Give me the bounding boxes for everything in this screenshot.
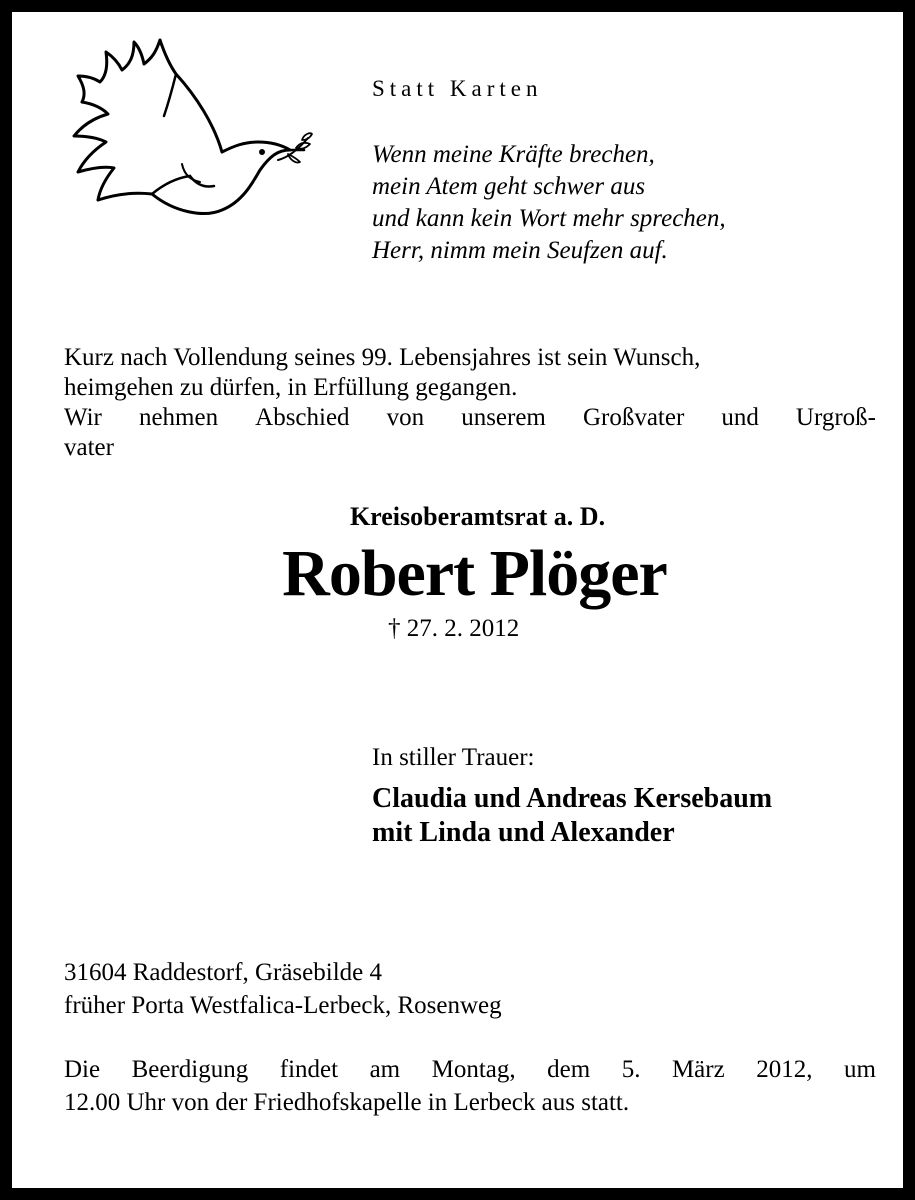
mourners-line: mit Linda und Alexander xyxy=(372,817,675,848)
word: Die xyxy=(64,1056,101,1083)
word: 5. xyxy=(621,1056,641,1083)
deceased-rank: Kreisoberamtsrat a. D. xyxy=(349,502,606,531)
address xyxy=(64,956,502,1022)
word: dem xyxy=(547,1056,591,1083)
word: Urgroß- xyxy=(795,404,876,431)
word: unserem xyxy=(461,404,546,431)
mourners-line: Claudia und Andreas Kersebaum xyxy=(372,783,773,814)
intro-line-justified xyxy=(64,403,876,433)
intro-paragraph xyxy=(64,343,876,463)
intro-line: Kurz nach Vollendung seines 99. Lebensjahres ist sein Wunsch, xyxy=(64,344,701,371)
word: Abschied xyxy=(255,404,350,431)
intro-line: heimgehen zu dürfen, in Erfüllung gegangen. xyxy=(64,374,518,401)
word: von xyxy=(386,404,425,431)
word: um xyxy=(843,1056,876,1083)
funeral-notice xyxy=(64,1053,876,1119)
mourners xyxy=(372,782,772,850)
statt-karten-heading: Statt Karten xyxy=(372,76,543,101)
verse-line: mein Atem geht schwer aus xyxy=(372,173,646,200)
word: nehmen xyxy=(138,404,219,431)
word: Beerdigung xyxy=(131,1056,249,1083)
word: Wir xyxy=(64,404,102,431)
word: Montag, xyxy=(431,1056,516,1083)
mourning-intro: In stiller Trauer: xyxy=(372,744,535,771)
death-date: † 27. 2. 2012 xyxy=(388,615,520,642)
funeral-line: 12.00 Uhr von der Friedhofskapelle in Lerbeck aus statt. xyxy=(64,1089,630,1116)
verse-line: und kann kein Wort mehr sprechen, xyxy=(372,205,726,232)
verse xyxy=(372,139,726,267)
word: Großvater xyxy=(582,404,685,431)
funeral-line-justified xyxy=(64,1053,876,1086)
word: am xyxy=(369,1056,401,1083)
word: 2012, xyxy=(756,1056,813,1083)
dove-icon xyxy=(64,34,314,229)
verse-line: Wenn meine Kräfte brechen, xyxy=(372,141,655,168)
address-line: 31604 Raddestorf, Gräsebilde 4 xyxy=(64,959,382,986)
intro-line: vater xyxy=(64,434,114,461)
word: findet xyxy=(279,1056,339,1083)
deceased-name: Robert Plöger xyxy=(282,537,667,610)
verse-line: Herr, nimm mein Seufzen auf. xyxy=(372,237,668,264)
word: und xyxy=(721,404,759,431)
word: März xyxy=(671,1056,725,1083)
address-line: früher Porta Westfalica-Lerbeck, Rosenweg xyxy=(64,992,502,1019)
